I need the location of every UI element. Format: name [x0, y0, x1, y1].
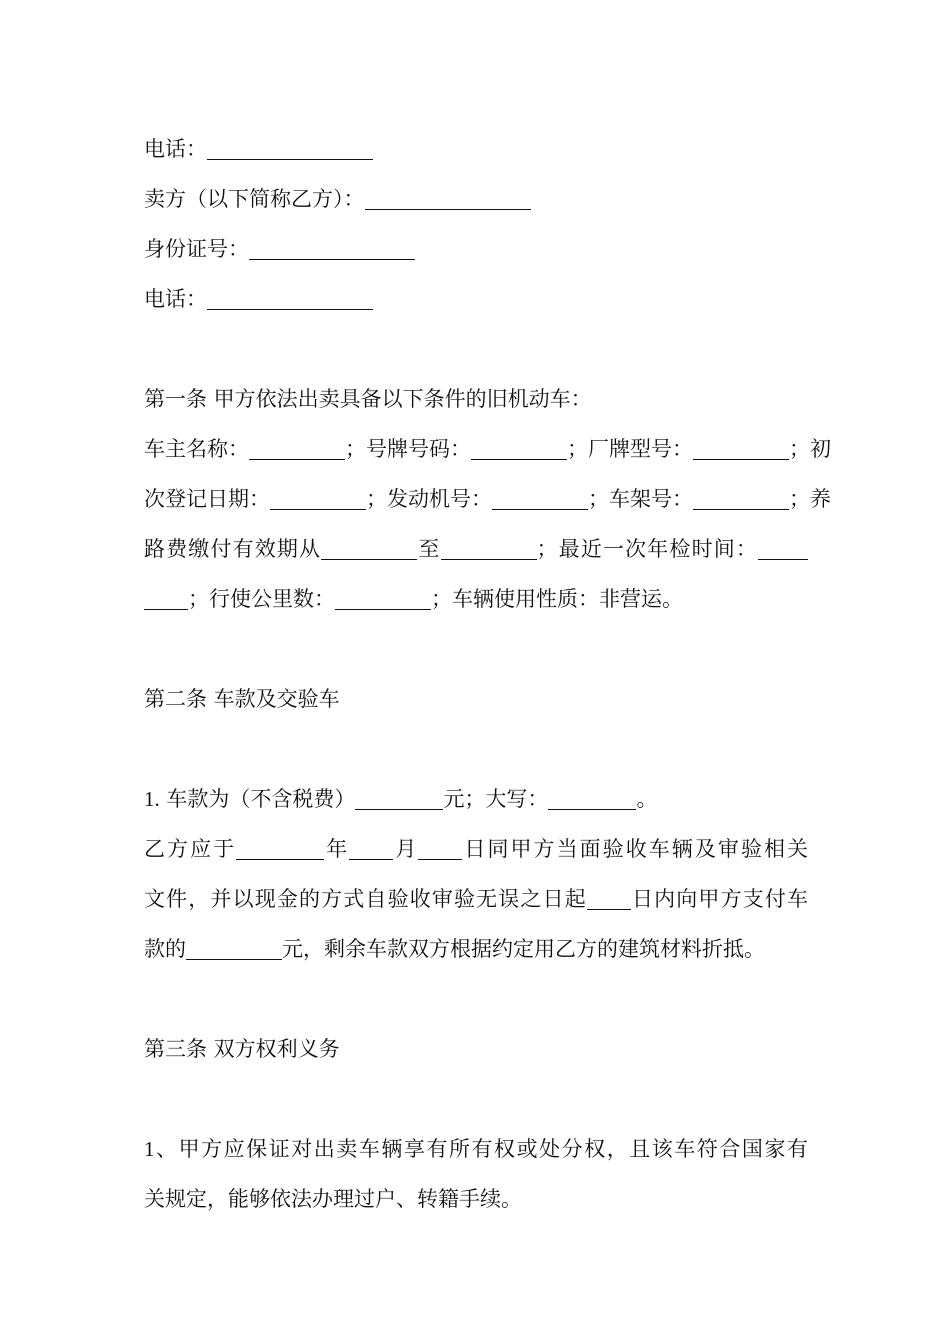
price-label: 车款为（不含税费） [159, 787, 356, 811]
inspection-blank-cont [144, 585, 188, 610]
item-number: 1 [144, 1137, 155, 1161]
id-number-line [144, 224, 808, 274]
phone-blank [207, 135, 373, 160]
text-fragment: 日同甲方当面验收车辆及审验相关 [462, 837, 809, 861]
payment-blank [186, 935, 282, 960]
phone-label: 电话： [144, 287, 207, 311]
usage-text: ；车辆使用性质：非营运。 [431, 587, 683, 611]
day-blank [418, 835, 462, 860]
model-blank [693, 435, 789, 460]
article-2-title: 第二条 车款及交验车 [144, 687, 340, 711]
seller-phone-line [144, 274, 808, 324]
owner-name-label: 车主名称： [144, 437, 249, 461]
frame-blank [693, 485, 789, 510]
buyer-phone-line [144, 124, 808, 174]
article-1-line-1 [144, 424, 831, 474]
article-3-title: 第三条 双方权利义务 [144, 1037, 340, 1061]
text-fragment: 乙方应于 [144, 837, 237, 861]
text-fragment: 、甲方应保证对出卖车辆享有所有权或处分权，且该车符合国家有 [154, 1137, 808, 1161]
year-label: 年 [324, 837, 350, 861]
to-label: 至 [417, 537, 441, 561]
article-1-line-4 [144, 574, 808, 624]
article-3-item-1-line-1 [144, 1124, 808, 1174]
engine-label: ；发动机号： [366, 487, 492, 511]
text-fragment: 关规定，能够依法办理过户、转籍手续。 [144, 1187, 522, 1211]
text-fragment: 文件，并以现金的方式自验收审验无误之日起 [144, 887, 587, 911]
contract-body [144, 124, 831, 1224]
article-1-line-2 [144, 474, 831, 524]
text-fragment: ；养 [789, 487, 831, 511]
engine-blank [492, 485, 588, 510]
reg-date-label: 次登记日期： [144, 487, 270, 511]
seller-label: 卖方（以下简称乙方）： [144, 187, 365, 211]
road-fee-to-blank [441, 535, 537, 560]
spacer [144, 974, 808, 1024]
inspection-label: ；最近一次年检时间： [536, 537, 759, 561]
text-fragment: 元，剩余车款双方根据约定用乙方的建筑材料折抵。 [282, 937, 765, 961]
spacer [144, 324, 808, 374]
text-fragment: 。 [636, 787, 658, 811]
owner-name-blank [249, 435, 345, 460]
article-2-line-3 [144, 874, 808, 924]
article-1-title: 第一条 甲方依法出卖具备以下条件的旧机动车： [144, 387, 592, 411]
text-fragment: ；初 [789, 437, 831, 461]
spacer [144, 624, 808, 674]
seller-blank [365, 185, 531, 210]
model-label: ；厂牌型号： [567, 437, 693, 461]
reg-date-blank [270, 485, 366, 510]
price-words-label: 元；大写： [443, 787, 549, 811]
inspection-blank [758, 535, 808, 560]
article-3-item-1-line-2 [144, 1174, 808, 1224]
phone-label: 电话： [144, 137, 207, 161]
road-fee-label: 路费缴付有效期从 [144, 537, 322, 561]
price-blank [355, 785, 443, 810]
road-fee-from-blank [321, 535, 417, 560]
plate-label: ；号牌号码： [345, 437, 471, 461]
text-fragment: 款的 [144, 937, 186, 961]
mileage-label: ；行使公里数： [188, 587, 335, 611]
year-blank [236, 835, 324, 860]
id-blank [249, 235, 415, 260]
article-1-line-3 [144, 524, 808, 574]
month-blank [349, 835, 393, 860]
article-2-line-2 [144, 824, 808, 874]
seller-line [144, 174, 808, 224]
item-number: 1. [144, 787, 160, 811]
phone-blank [207, 285, 373, 310]
spacer [144, 724, 808, 774]
price-words-blank [548, 785, 636, 810]
article-2-line-4 [144, 924, 808, 974]
plate-blank [471, 435, 567, 460]
days-blank [587, 885, 631, 910]
mileage-blank [335, 585, 431, 610]
frame-label: ；车架号： [588, 487, 693, 511]
article-2-item-1 [144, 774, 808, 824]
id-label: 身份证号： [144, 237, 249, 261]
month-label: 月 [393, 837, 419, 861]
text-fragment: 日内向甲方支付车 [630, 887, 809, 911]
spacer [144, 1074, 808, 1124]
